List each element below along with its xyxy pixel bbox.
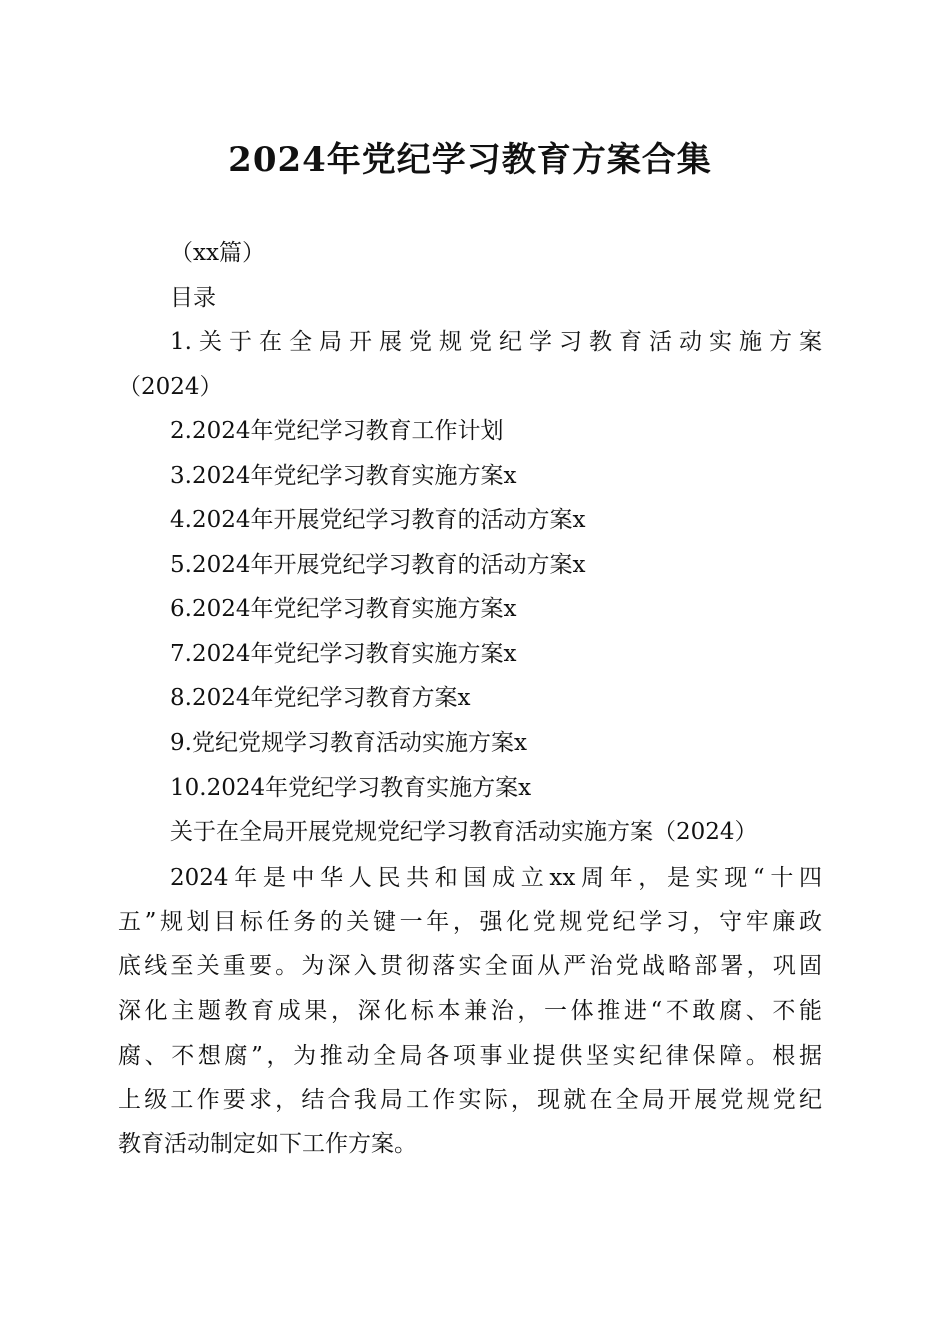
toc-item-2: 2.2024年党纪学习教育工作计划 [170, 418, 504, 444]
toc-item-1: 1.关于在全局开展党规党纪学习教育活动实施方案 [170, 329, 822, 355]
document-title: 2024年党纪学习教育方案合集 [228, 140, 712, 180]
document-subtitle: （xx篇） [170, 240, 265, 266]
toc-item-8: 8.2024年党纪学习教育方案x [170, 685, 471, 711]
body-line-1: 2024年是中华人民共和国成立xx周年，是实现“十四 [170, 865, 822, 891]
body-line-6: 上级工作要求，结合我局工作实际，现就在全局开展党规党纪 [118, 1087, 822, 1113]
toc-item-5: 5.2024年开展党纪学习教育的活动方案x [170, 552, 586, 578]
toc-item-3: 3.2024年党纪学习教育实施方案x [170, 463, 517, 489]
toc-heading: 目录 [170, 285, 216, 311]
body-line-3: 底线至关重要。为深入贯彻落实全面从严治党战略部署，巩固 [118, 953, 822, 979]
toc-item-6: 6.2024年党纪学习教育实施方案x [170, 596, 517, 622]
toc-item-1-continued: （2024） [118, 374, 223, 400]
toc-item-7: 7.2024年党纪学习教育实施方案x [170, 641, 517, 667]
section-heading: 关于在全局开展党规党纪学习教育活动实施方案（2024） [170, 819, 758, 845]
body-line-2: 五”规划目标任务的关键一年，强化党规党纪学习，守牢廉政 [118, 909, 822, 935]
toc-item-10: 10.2024年党纪学习教育实施方案x [170, 775, 532, 801]
body-line-4: 深化主题教育成果，深化标本兼治，一体推进“不敢腐、不能 [118, 998, 822, 1024]
toc-item-4: 4.2024年开展党纪学习教育的活动方案x [170, 507, 586, 533]
body-line-5: 腐、不想腐”，为推动全局各项事业提供坚实纪律保障。根据 [118, 1043, 822, 1069]
body-line-7: 教育活动制定如下工作方案。 [118, 1131, 417, 1157]
toc-item-9: 9.党纪党规学习教育活动实施方案x [170, 730, 527, 756]
